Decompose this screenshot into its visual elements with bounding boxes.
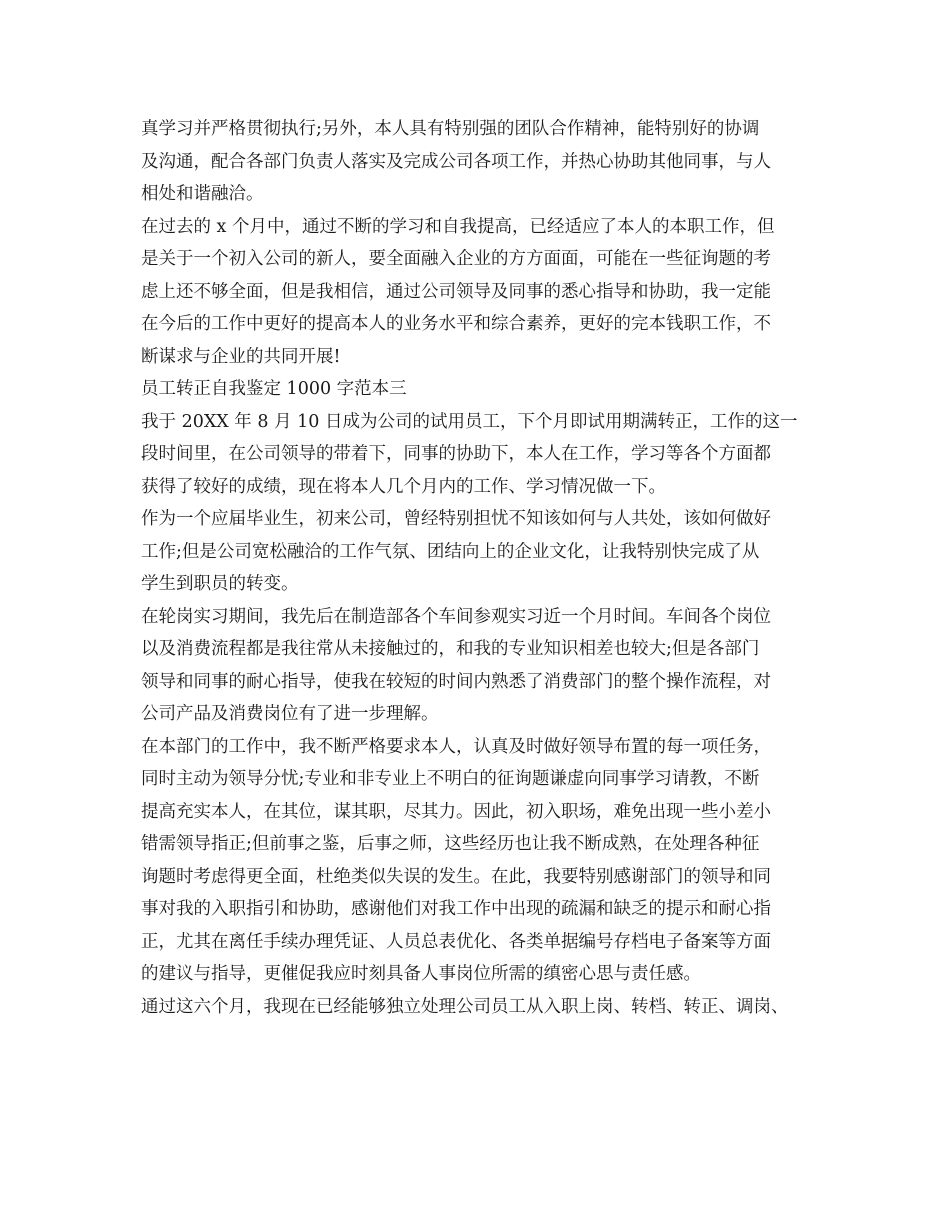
text-line: 作为一个应届毕业生，初来公司，曾经特别担忧不知该如何与人共处，该如何做好 bbox=[141, 509, 771, 529]
text-line: 公司产品及消费岗位有了进一步理解。 bbox=[141, 704, 439, 724]
text-line: 事对我的入职指引和协助，感谢他们对我工作中出现的疏漏和缺乏的提示和耐心指 bbox=[141, 899, 771, 919]
text-line: 虑上还不够全面，但是我相信，通过公司领导及同事的悉心指导和协助，我一定能 bbox=[141, 281, 771, 302]
text-line: 学生到职员的转变。 bbox=[141, 574, 299, 594]
text-line: 在轮岗实习期间，我先后在制造部各个车间参观实习近一个月时间。车间各个岗位 bbox=[141, 606, 771, 627]
text-line: 相处和谐融洽。 bbox=[141, 184, 264, 204]
text-line: 在今后的工作中更好的提高本人的业务水平和综合素养，更好的完本钱职工作，不 bbox=[141, 314, 771, 334]
text-line: 同时主动为领导分忧;专业和非专业上不明白的征询题谦虚向同事学习请教，不断 bbox=[141, 769, 760, 789]
text-line: 提高充实本人，在其位，谋其职，尽其力。因此，初入职场，难免出现一些小差小 bbox=[141, 801, 771, 822]
text-line: 我于 20XX 年 8 月 10 日成为公司的试用员工，下个月即试用期满转正，工作的这一 bbox=[141, 411, 798, 432]
text-line: 获得了较好的成绩，现在将本人几个月内的工作、学习情况做一下。 bbox=[141, 476, 666, 497]
text-line: 正，尤其在离任手续办理凭证、人员总表优化、各类单据编号存档电子备案等方面 bbox=[141, 931, 771, 952]
text-line: 断谋求与企业的共同开展! bbox=[141, 346, 341, 367]
text-line: 段时间里，在公司领导的带着下，同事的协助下，本人在工作，学习等各个方面都 bbox=[141, 444, 771, 464]
text-line: 及沟通，配合各部门负责人落实及完成公司各项工作，并热心协助其他同事，与人 bbox=[141, 151, 771, 172]
text-line: 通过这六个月，我现在已经能够独立处理公司员工从入职上岗、转档、转正、调岗、 bbox=[141, 996, 789, 1017]
text-line: 工作;但是公司宽松融洽的工作气氛、团结向上的企业文化，让我特别快完成了从 bbox=[141, 541, 760, 562]
text-line: 询题时考虑得更全面，杜绝类似失误的发生。在此，我要特别感谢部门的领导和同 bbox=[141, 866, 771, 887]
text-line: 的建议与指导，更催促我应时刻具备人事岗位所需的缜密心思与责任感。 bbox=[141, 964, 701, 984]
text-line: 在本部门的工作中，我不断严格要求本人，认真及时做好领导布置的每一项任务， bbox=[141, 736, 771, 757]
text-line: 在过去的 x 个月中，通过不断的学习和自我提高，已经适应了本人的本职工作，但 bbox=[141, 216, 775, 237]
text-line: 真学习并严格贯彻执行;另外，本人具有特别强的团队合作精神，能特别好的协调 bbox=[141, 119, 760, 139]
text-line: 以及消费流程都是我往常从未接触过的，和我的专业知识相差也较大;但是各部门 bbox=[141, 639, 760, 659]
section-heading: 员工转正自我鉴定 1000 字范本三 bbox=[141, 379, 407, 399]
text-line: 是关于一个初入公司的新人，要全面融入企业的方方面面，可能在一些征询题的考 bbox=[141, 249, 771, 269]
text-line: 领导和同事的耐心指导，使我在较短的时间内熟悉了消费部门的整个操作流程，对 bbox=[141, 671, 771, 692]
text-line: 错需领导指正;但前事之鉴，后事之师，这些经历也让我不断成熟，在处理各种征 bbox=[141, 834, 760, 854]
document-body bbox=[141, 113, 831, 1023]
